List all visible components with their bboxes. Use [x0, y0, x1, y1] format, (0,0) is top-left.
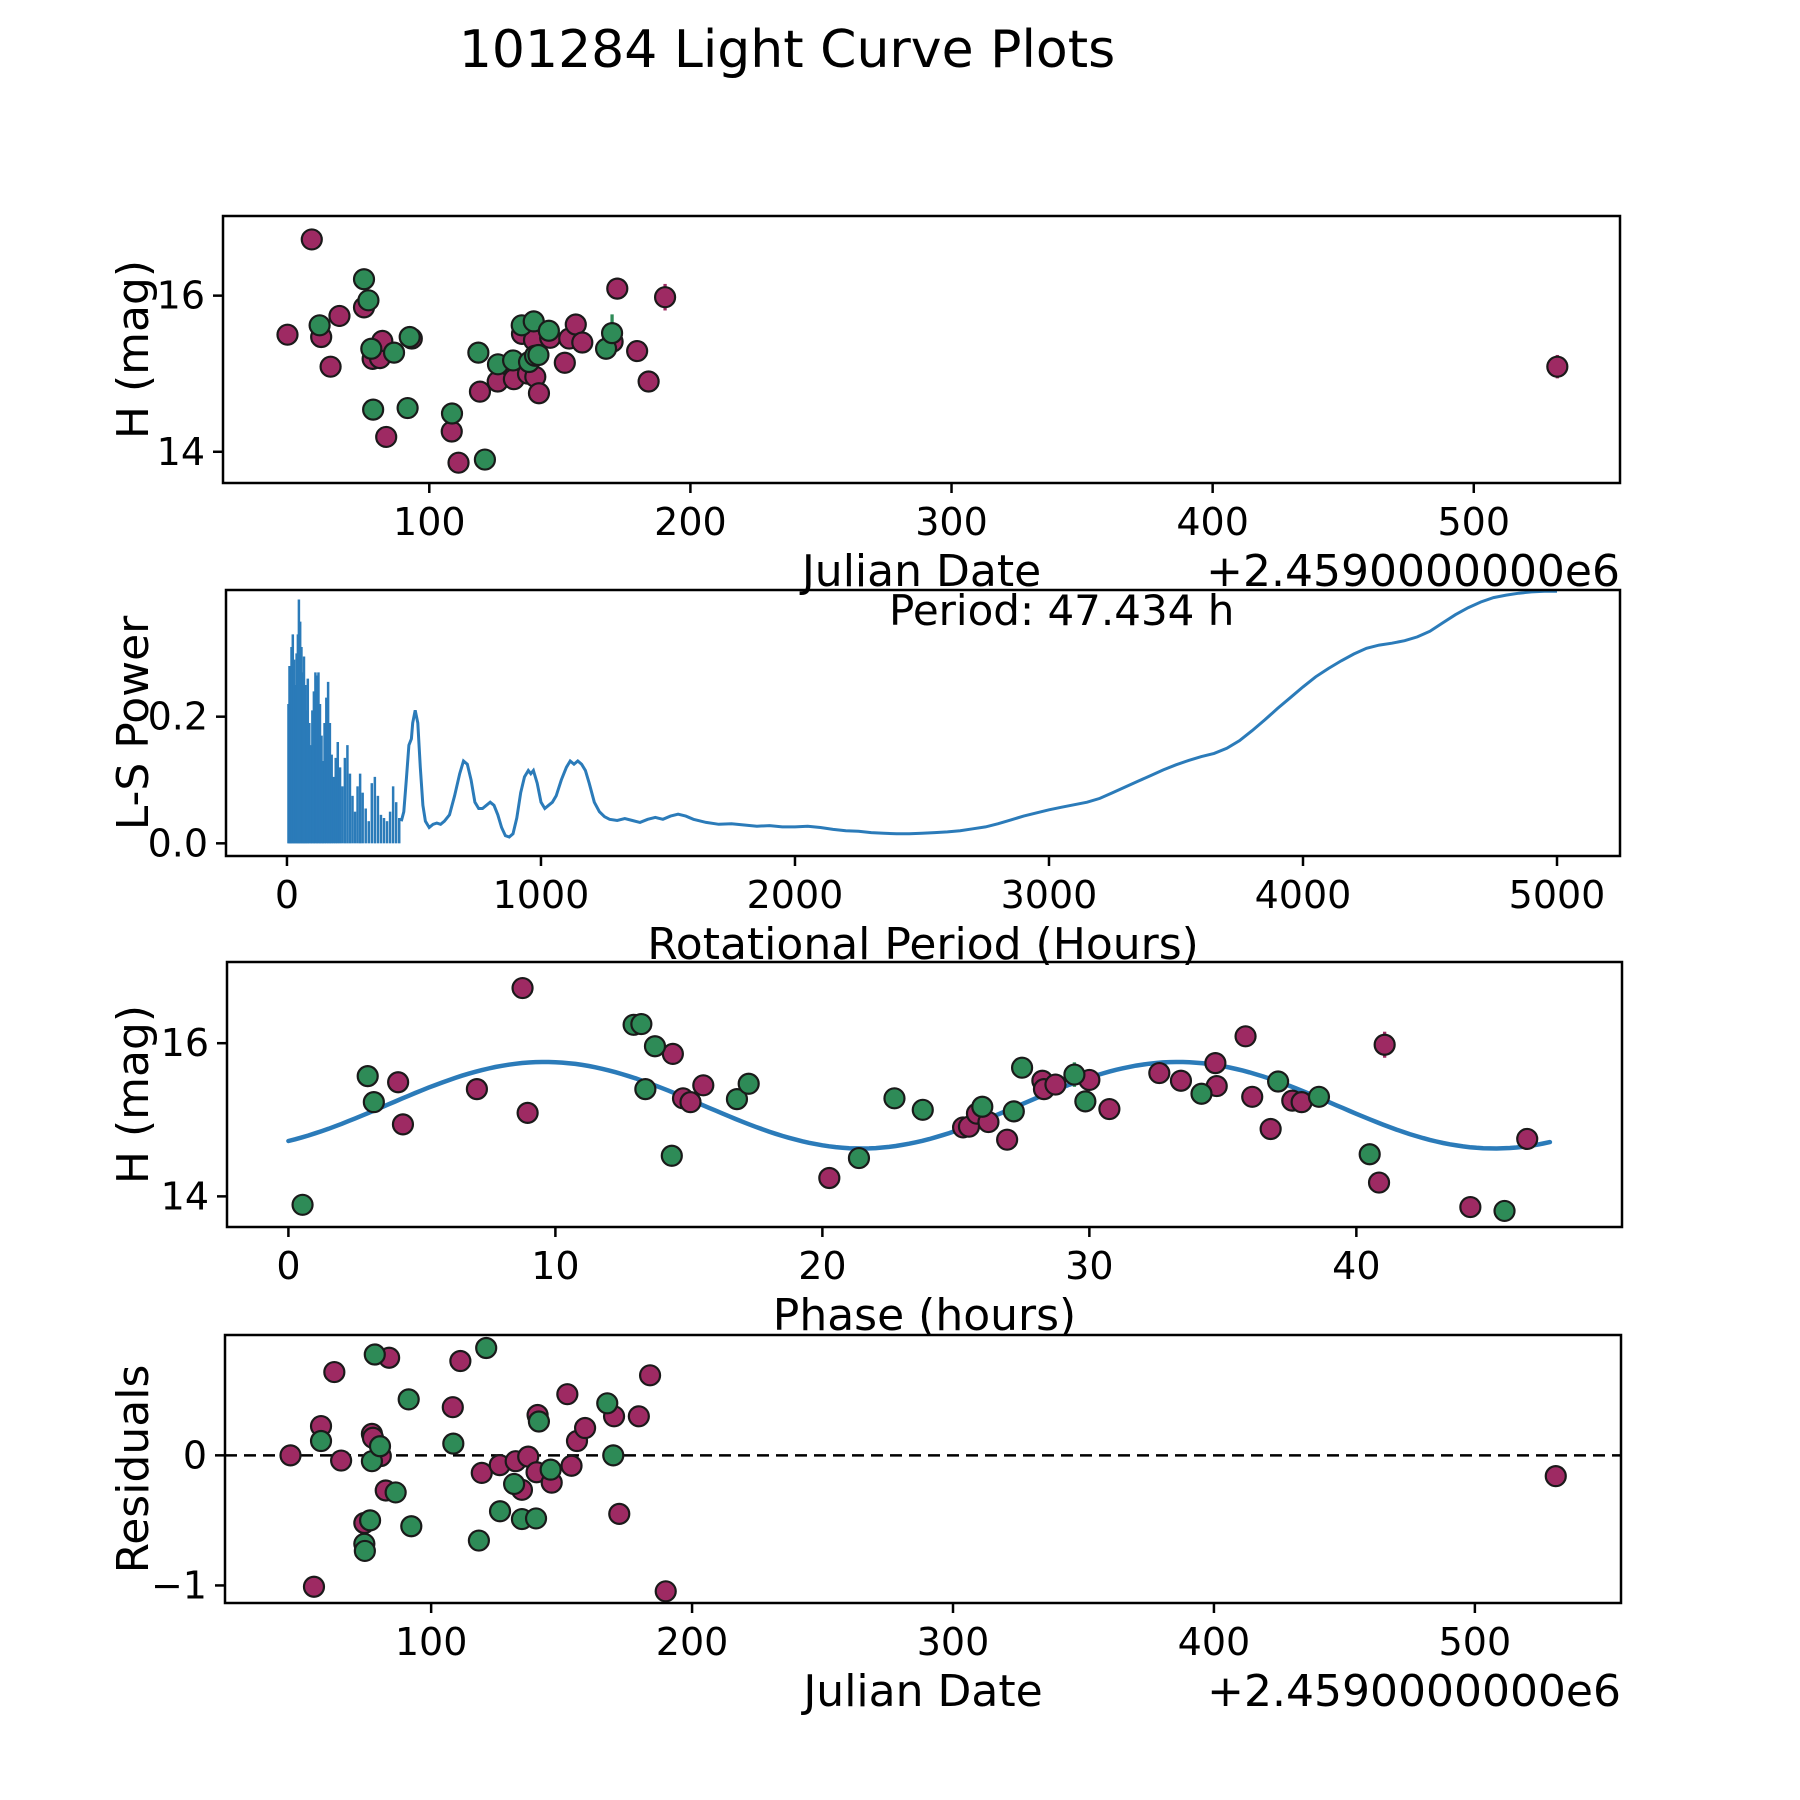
data-point — [572, 332, 592, 352]
data-point — [609, 1504, 629, 1524]
data-point — [329, 306, 349, 326]
data-point — [1064, 1065, 1084, 1085]
data-point — [354, 269, 374, 289]
x-axis-offset-label: +2.4590000000e6 — [1207, 1666, 1621, 1717]
data-point — [645, 1036, 665, 1056]
y-axis-label: H (mag) — [108, 259, 159, 440]
data-point — [1495, 1201, 1515, 1221]
data-point — [680, 1092, 700, 1112]
data-point — [470, 382, 490, 402]
data-point — [1369, 1173, 1389, 1193]
data-point — [1460, 1197, 1480, 1217]
data-point — [468, 343, 488, 363]
data-point — [518, 1103, 538, 1123]
data-point — [1099, 1099, 1119, 1119]
green-points — [293, 1014, 1515, 1221]
subplot-residuals — [108, 1335, 1621, 1717]
data-point — [1268, 1071, 1288, 1091]
data-point — [529, 1412, 549, 1432]
data-point — [1045, 1075, 1065, 1095]
data-point — [393, 1114, 413, 1134]
data-point — [849, 1148, 869, 1168]
data-point — [310, 315, 330, 335]
data-point — [467, 1079, 487, 1099]
data-point — [528, 345, 548, 365]
data-point — [1075, 1091, 1095, 1111]
data-point — [631, 1014, 651, 1034]
data-point — [526, 1508, 546, 1528]
data-point — [504, 1474, 524, 1494]
data-point — [280, 1445, 300, 1465]
data-point — [400, 327, 420, 347]
data-point — [739, 1074, 759, 1094]
data-point — [884, 1088, 904, 1108]
data-point — [360, 1510, 380, 1530]
periodogram-spikes — [288, 600, 399, 844]
data-point — [1004, 1101, 1024, 1121]
data-point — [639, 372, 659, 392]
x-tick-label: 4000 — [1254, 873, 1352, 917]
data-point — [557, 1384, 577, 1404]
data-point — [370, 1436, 390, 1456]
x-tick-label: 0 — [274, 873, 300, 917]
x-tick-label: 3000 — [1000, 873, 1098, 917]
y-axis-label: Residuals — [108, 1364, 159, 1574]
x-axis-offset-label: +2.4590000000e6 — [1206, 546, 1620, 597]
x-tick-label: 2000 — [746, 873, 844, 917]
data-point — [539, 321, 559, 341]
data-point — [972, 1097, 992, 1117]
y-tick-label: 0.2 — [147, 694, 208, 739]
data-point — [399, 1389, 419, 1409]
data-point — [321, 357, 341, 377]
y-tick-label: −1 — [150, 1563, 207, 1608]
data-point — [388, 1072, 408, 1092]
data-point — [1546, 1466, 1566, 1486]
data-point — [1360, 1144, 1380, 1164]
data-point — [355, 1541, 375, 1561]
data-point — [358, 290, 378, 310]
data-point — [376, 427, 396, 447]
figure-title: 101284 Light Curve Plots — [458, 20, 1116, 80]
data-point — [401, 1516, 421, 1536]
data-point — [640, 1365, 660, 1385]
data-point — [331, 1451, 351, 1471]
x-tick-label: 300 — [916, 1620, 990, 1664]
x-tick-label: 300 — [915, 500, 988, 544]
data-point — [1171, 1071, 1191, 1091]
data-point — [562, 1456, 582, 1476]
y-tick-label: 0 — [182, 1433, 207, 1478]
data-point — [384, 343, 404, 363]
x-tick-label: 10 — [531, 1244, 580, 1288]
subplot-jd-lightcurve — [108, 216, 1620, 597]
data-point — [662, 1146, 682, 1166]
data-point — [358, 1066, 378, 1086]
y-tick-label: 16 — [160, 1021, 209, 1066]
axis-ticks-and-labels — [148, 695, 1606, 917]
x-tick-label: 40 — [1332, 1244, 1381, 1288]
data-point — [627, 341, 647, 361]
data-point — [443, 1397, 463, 1417]
data-point — [1261, 1119, 1281, 1139]
data-point — [997, 1130, 1017, 1150]
data-point — [1149, 1063, 1169, 1083]
data-point — [607, 279, 627, 299]
data-point — [363, 400, 383, 420]
data-point — [656, 1581, 676, 1601]
data-point — [1547, 357, 1567, 377]
data-point — [1375, 1035, 1395, 1055]
data-point — [1236, 1026, 1256, 1046]
data-point — [597, 1393, 617, 1413]
x-axis-label: Julian Date — [801, 546, 1042, 597]
data-point — [819, 1168, 839, 1188]
data-point — [913, 1100, 933, 1120]
x-tick-label: 1000 — [492, 873, 590, 917]
data-point — [302, 229, 322, 249]
y-tick-label: 16 — [156, 273, 205, 318]
data-point — [629, 1406, 649, 1426]
x-tick-label: 400 — [1176, 500, 1249, 544]
x-axis-label: Phase (hours) — [772, 1290, 1077, 1341]
data-point — [1205, 1053, 1225, 1073]
data-point — [1242, 1087, 1262, 1107]
x-tick-label: 5000 — [1508, 873, 1606, 917]
x-axis-label: Rotational Period (Hours) — [647, 919, 1199, 970]
data-point — [304, 1577, 324, 1597]
subplot-phase-folded — [108, 962, 1622, 1341]
x-tick-label: 30 — [1065, 1244, 1114, 1288]
axes-frame — [225, 1335, 1621, 1603]
data-point — [693, 1075, 713, 1095]
x-tick-label: 20 — [798, 1244, 847, 1288]
crimson-points — [280, 1348, 1565, 1602]
data-point — [1517, 1129, 1537, 1149]
x-tick-label: 200 — [654, 500, 727, 544]
data-point — [361, 339, 381, 359]
data-point — [293, 1195, 313, 1215]
y-tick-label: 14 — [156, 429, 205, 474]
data-point — [555, 353, 575, 373]
x-tick-label: 100 — [394, 1620, 468, 1664]
data-point — [602, 323, 622, 343]
x-tick-label: 100 — [393, 500, 466, 544]
data-point — [324, 1362, 344, 1382]
crimson-points — [388, 978, 1537, 1217]
data-point — [475, 450, 495, 470]
data-point — [541, 1460, 561, 1480]
data-point — [365, 1345, 385, 1365]
data-point — [277, 325, 297, 345]
data-point — [364, 1092, 384, 1112]
data-point — [655, 287, 675, 307]
x-tick-label: 500 — [1437, 500, 1511, 544]
data-point — [1012, 1058, 1032, 1078]
data-point — [450, 1351, 470, 1371]
y-tick-label: 14 — [160, 1174, 209, 1219]
subplot-periodogram — [108, 586, 1620, 970]
data-point — [443, 1434, 463, 1454]
y-tick-label: 0.0 — [147, 821, 208, 866]
data-point — [311, 1431, 331, 1451]
data-point — [386, 1482, 406, 1502]
data-point — [490, 1501, 510, 1521]
data-point — [398, 398, 418, 418]
data-point — [513, 978, 533, 998]
data-point — [1191, 1084, 1211, 1104]
axes-frame — [227, 962, 1622, 1227]
data-point — [469, 1531, 489, 1551]
data-point — [476, 1338, 496, 1358]
data-point — [1309, 1087, 1329, 1107]
y-axis-label: H (mag) — [108, 1004, 159, 1185]
x-tick-label: 0 — [276, 1244, 301, 1288]
x-tick-label: 500 — [1438, 1620, 1512, 1664]
data-point — [529, 383, 549, 403]
y-axis-label: L-S Power — [108, 615, 159, 831]
data-point — [603, 1445, 623, 1465]
period-annotation: Period: 47.434 h — [888, 585, 1235, 635]
axes-frame — [223, 216, 1620, 483]
x-tick-label: 200 — [655, 1620, 729, 1664]
data-point — [575, 1418, 595, 1438]
x-axis-label: Julian Date — [803, 1666, 1043, 1717]
data-point — [442, 404, 462, 424]
x-tick-label: 400 — [1177, 1620, 1251, 1664]
data-point — [635, 1079, 655, 1099]
data-point — [449, 453, 469, 473]
